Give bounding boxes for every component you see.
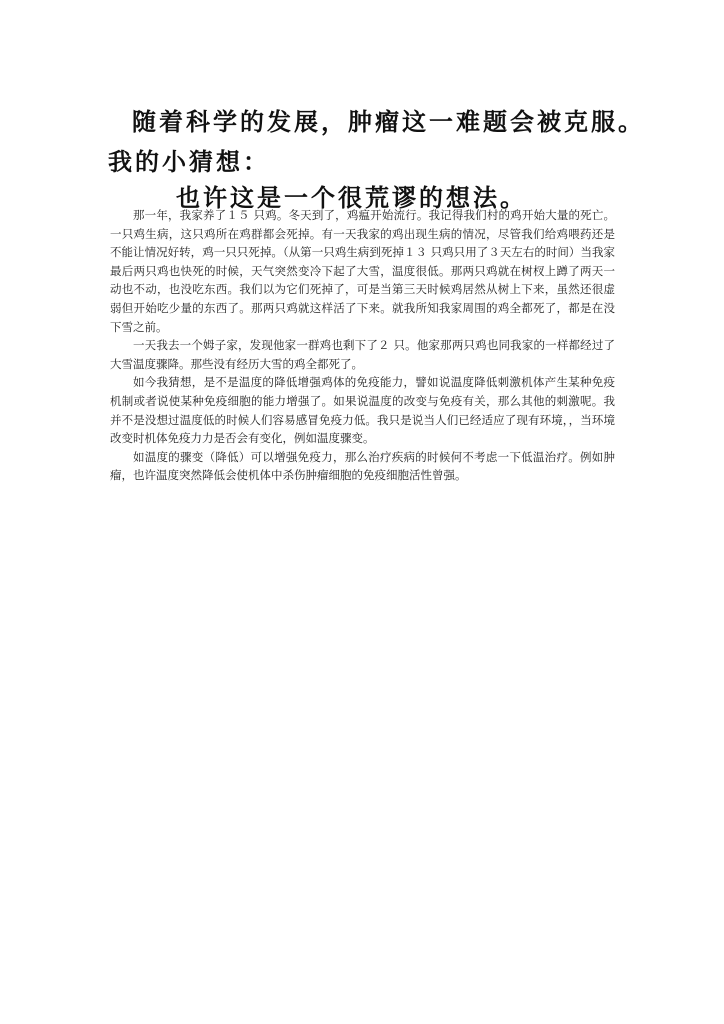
paragraph: 那一年，我家养了１５ 只鸡。冬天到了，鸡瘟开始流行。我记得我们村的鸡开始大量的死亡。一只鸡生病，这只鸡所在鸡群都会死掉。有一天我家的鸡出现生病的情况，尽管我们给鸡喂药还是不能让情况好转，鸡一只只死掉。（从第一只鸡生病到死掉１３ 只鸡只用了３天左右的时间）当我家最后两只鸡也快死的时候，天气突然变冷下起了大雪，温度很低。那两只鸡就在树杈上蹲了两天一动也不动，也没吃东西。我们以为它们死掉了，可是当第三天时候鸡居然从树上下来，虽然还很虚弱但开始吃少量的东西了。那两只鸡就这样活了下来。就我所知我家周围的鸡全都死了，都是在没下雪之前。 <box>110 208 615 334</box>
heading-line-3: 也许这是一个很荒谬的想法。 <box>176 183 527 212</box>
heading-line-2: 我的小猜想： <box>108 147 270 176</box>
heading-line-1: 随着科学的发展，肿瘤这一难题会被克服。 <box>132 107 645 136</box>
paragraph: 如今我猜想，是不是温度的降低增强鸡体的免疫能力，譬如说温度降低刺激机体产生某种免疫机制或者说使某种免疫细胞的能力增强了。如果说温度的改变与免疫有关，那么其他的刺激呢。我并不是没想过温度低的时候人们容易感冒免疫力低。我只是说当人们已经适应了现有环境，，当环境改变时机体免疫力力是否会有变化，例如温度骤变。 <box>110 375 615 446</box>
body-text <box>110 206 615 485</box>
paragraph: 一天我去一个姆子家，发现他家一群鸡也剩下了２ 只。他家那两只鸡也同我家的一样都经过了大雪温度骤降。那些没有经历大雪的鸡全都死了。 <box>110 338 615 371</box>
paragraph: 如温度的骤变（降低）可以增强免疫力，那么治疗疾病的时候何不考虑一下低温治疗。例如肿瘤，也许温度突然降低会使机体中杀伤肿瘤细胞的免疫细胞活性曾强。 <box>110 449 615 483</box>
